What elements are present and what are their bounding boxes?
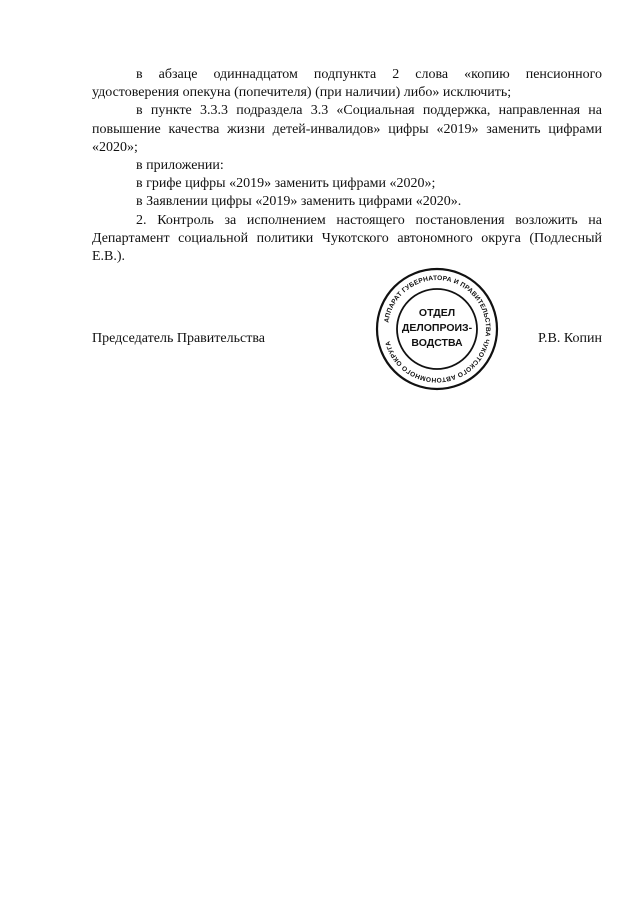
paragraph-2: в пункте 3.3.3 подраздела 3.3 «Социальная поддержка, направленная на повышение качества жизни детей-инвалидов» цифры «2019» заменить цифрами «2020»;: [92, 103, 602, 155]
stamp-line-3: ВОДСТВА: [411, 337, 463, 349]
stamp-ring-text: АППАРАТ ГУБЕРНАТОРА И ПРАВИТЕЛЬСТВА ЧУКОТСКОГО АВТОНОМНОГО ОКРУГА: [383, 274, 492, 384]
stamp-seal: [374, 266, 500, 392]
paragraph-6: 2. Контроль за исполнением настоящего постановления возложить на Департамент социальной политики Чукотского автономного округа (Подлесный Е.В.).: [92, 212, 602, 265]
official-stamp: [374, 266, 500, 392]
signatory-name: Р.В. Копин: [538, 331, 602, 346]
stamp-line-1: ОТДЕЛ: [418, 307, 456, 319]
stamp-line-2: ДЕЛОПРОИЗ-: [401, 322, 473, 334]
signatory-title: Председатель Правительства: [92, 331, 265, 346]
paragraph-3: в приложении:: [136, 158, 224, 174]
signature-block: [92, 330, 602, 350]
paragraph-1: в абзаце одиннадцатом подпункта 2 слова «копию пенсионного удостоверения опекуна (попечителя) (при наличии) либо» исключить;: [92, 67, 602, 101]
document-body: [92, 66, 602, 266]
paragraph-4: в грифе цифры «2019» заменить цифрами «2020»;: [136, 176, 436, 192]
paragraph-5: в Заявлении цифры «2019» заменить цифрами «2020».: [136, 194, 462, 210]
